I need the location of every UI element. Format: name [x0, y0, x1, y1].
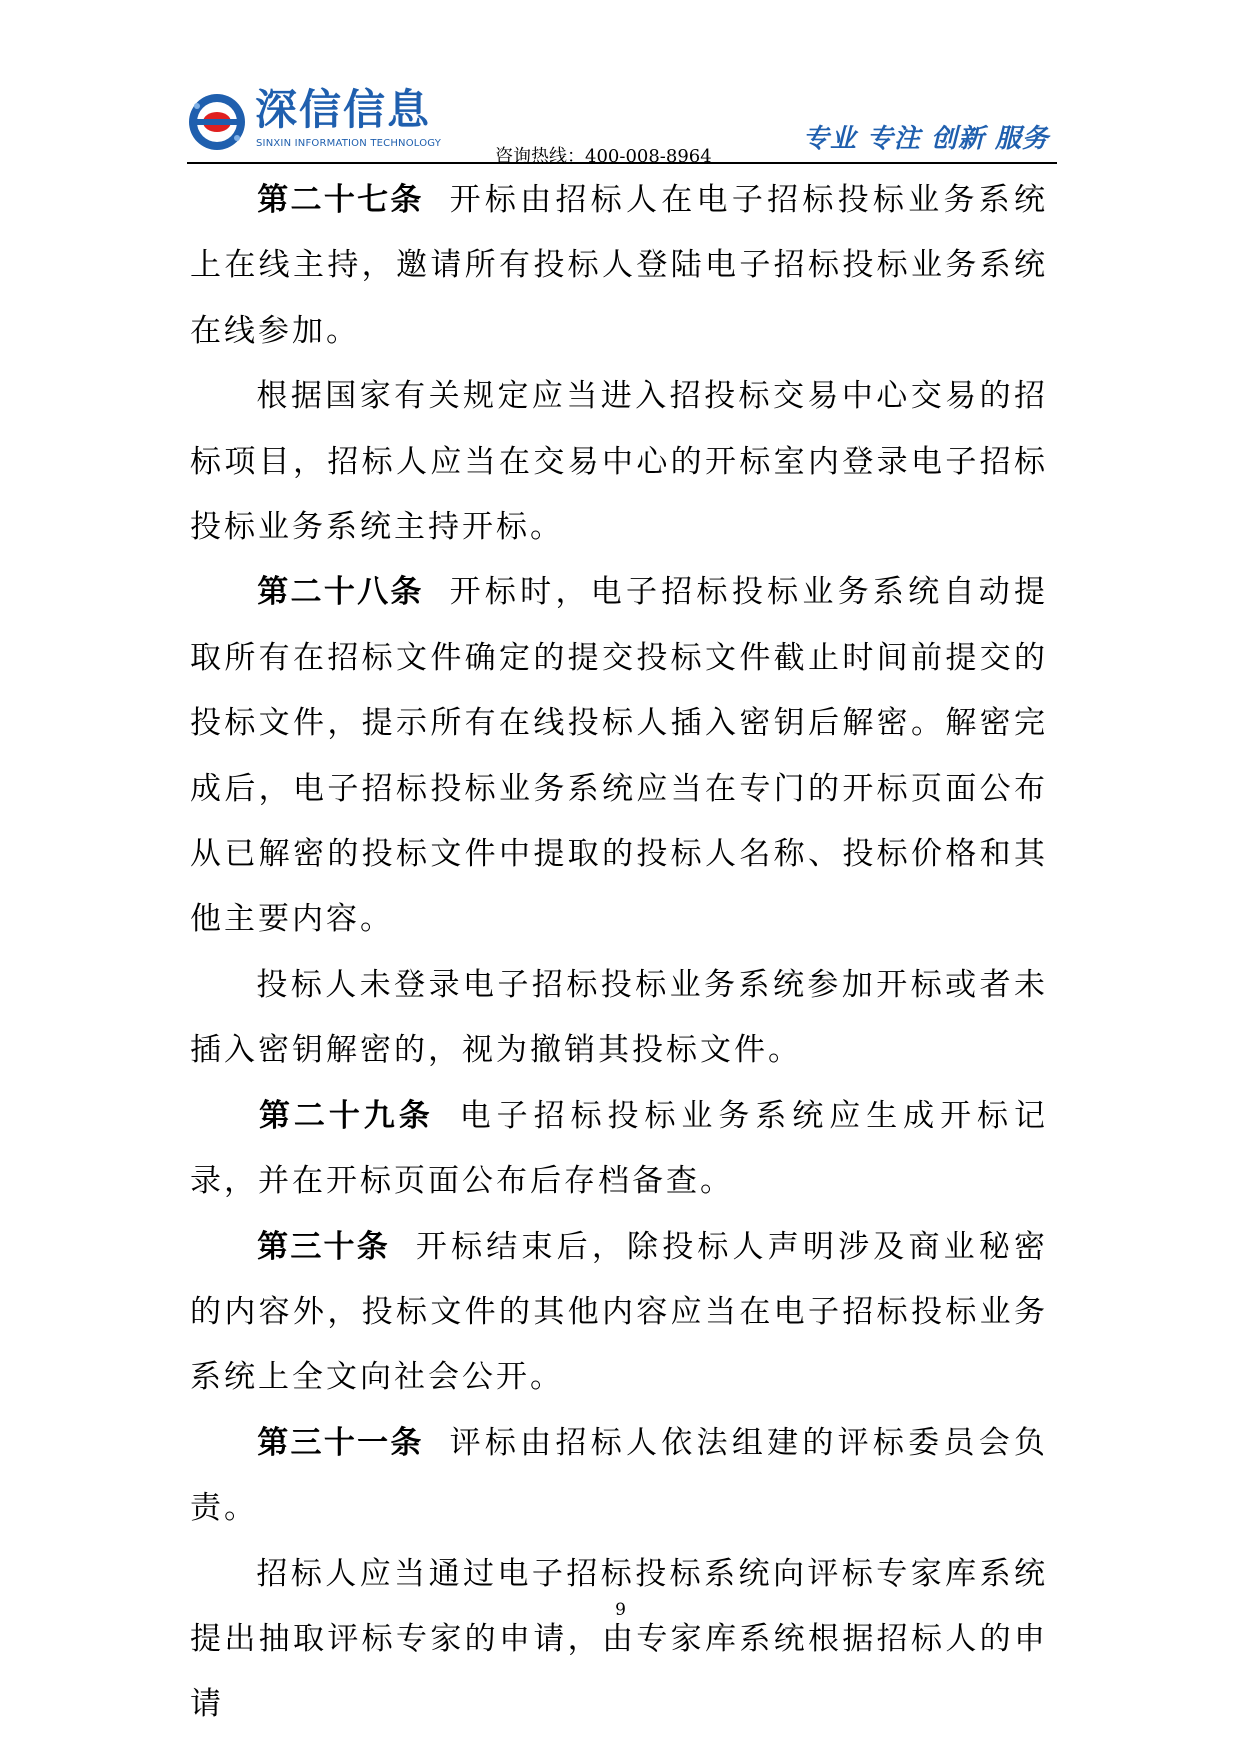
company-name: 深信信息 [255, 85, 432, 134]
paragraph-text: 评标由招标人依法组建的评标委员会负责。 [190, 1424, 1049, 1527]
paragraph-text: 开标结束后，除投标人声明涉及商业秘密的内容外，投标文件的其他内容应当在电子招标投标业务系统上全文向社会公开。 [190, 1228, 1049, 1396]
company-slogan: 专业 专注 创新 服务 [802, 124, 1049, 154]
paragraph [190, 364, 1048, 560]
paragraph-text: 根据国家有关规定应当进入招投标交易中心交易的招标项目，招标人应当在交易中心的开标室内登录电子招标投标业务系统主持开标。 [190, 378, 1048, 546]
article-number: 第二十八条 [256, 574, 424, 611]
paragraph [190, 1411, 1048, 1542]
hotline-text: 咨询热线：400-008-8964 [495, 146, 712, 167]
paragraph [190, 1084, 1048, 1215]
company-logo-icon [187, 92, 247, 152]
paragraph [190, 560, 1048, 952]
paragraph [190, 953, 1048, 1084]
article-number: 第三十条 [256, 1228, 390, 1265]
company-name-english: SINXIN INFORMATION TECHNOLOGY [256, 138, 442, 149]
paragraph-text: 开标由招标人在电子招标投标业务系统上在线主持，邀请所有投标人登陆电子招标投标业务系统在线参加。 [190, 182, 1049, 349]
article-number: 第二十七条 [256, 182, 424, 218]
article-number: 第二十九条 [256, 1097, 434, 1134]
paragraph [190, 1215, 1048, 1411]
page-number: 9 [615, 1600, 626, 1620]
paragraph-text: 开标时，电子招标投标业务系统自动提取所有在招标文件确定的提交投标文件截止时间前提交的投标文件，提示所有在线投标人插入密钥后解密。解密完成后，电子招标投标业务系统应当在专门的开标页面公布从已解密的投标文件中提取的投标人名称、投标价格和其他主要内容。 [190, 574, 1049, 938]
paragraph-text: 投标人未登录电子招标投标业务系统参加开标或者未插入密钥解密的，视为撤销其投标文件。 [190, 966, 1048, 1069]
paragraph [190, 168, 1048, 364]
header-divider [187, 162, 1057, 164]
paragraph-text: 电子招标投标业务系统应生成开标记录，并在开标页面公布后存档备查。 [190, 1097, 1049, 1200]
document-body [190, 168, 1048, 1738]
paragraph [190, 1542, 1048, 1738]
paragraph-text: 招标人应当通过电子招标投标系统向评标专家库系统提出抽取评标专家的申请，由专家库系统根据招标人的申请 [190, 1555, 1048, 1723]
article-number: 第三十一条 [256, 1424, 424, 1461]
page-header [187, 80, 1057, 166]
